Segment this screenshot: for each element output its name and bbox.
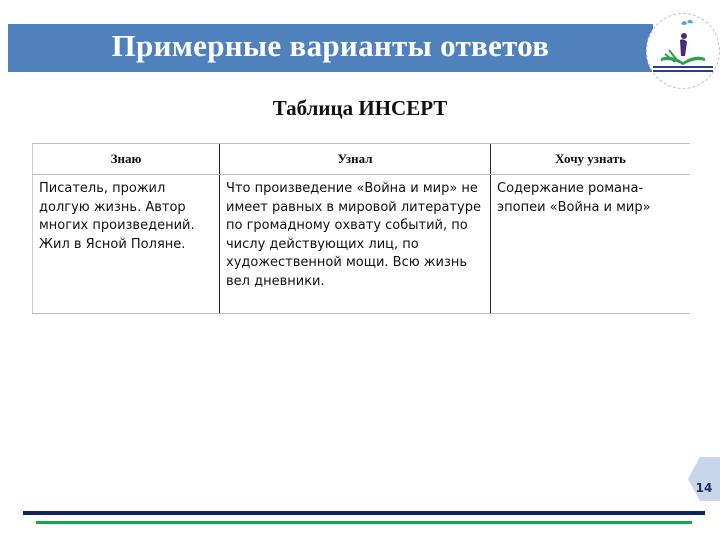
page-number: 14 — [695, 481, 713, 495]
title-bar — [8, 24, 653, 72]
logo-icon — [647, 14, 720, 89]
table-row — [33, 175, 691, 314]
insert-table — [32, 143, 690, 314]
table-cell: Содержание романа-эпопеи «Война и мир» — [491, 175, 691, 314]
column-header: Узнал — [220, 144, 491, 175]
table-cell: Писатель, прожил долгую жизнь. Автор многих произведений. Жил в Ясной Поляне. — [33, 175, 220, 314]
column-header: Хочу узнать — [491, 144, 691, 175]
column-header: Знаю — [33, 144, 220, 175]
page-title: Примерные варианты ответов — [111, 28, 550, 63]
footer-divider-navy — [23, 511, 705, 515]
table-cell: Что произведение «Война и мир» не имеет равных в мировой литературе по громадному охвату событий, по числу действующих лиц, по художественной мощи. Всю жизнь вел дневники. — [220, 175, 491, 314]
table-header-row — [33, 144, 691, 175]
table-title: Таблица ИНСЕРТ — [272, 96, 448, 120]
footer-divider-green — [36, 521, 692, 524]
logo — [646, 13, 720, 89]
